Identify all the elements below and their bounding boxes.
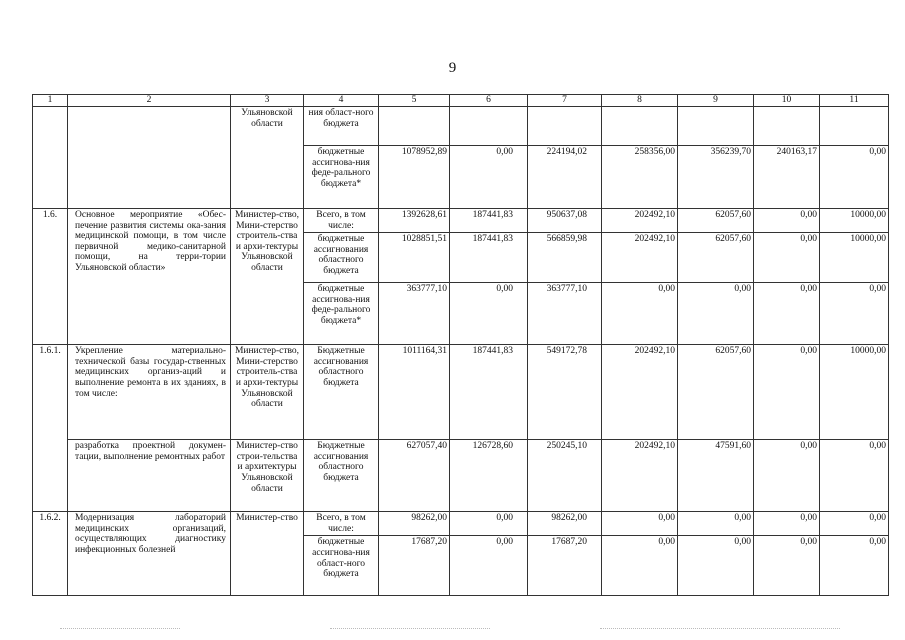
executor-cell: Министер-ство, Мини-стерство строитель-ства и архи-тектуры Ульяновской области — [231, 345, 304, 440]
total-cell: 363777,10 — [379, 283, 450, 345]
year-cell: 17687,20 — [528, 536, 602, 596]
year-cell: 202492,10 — [602, 209, 678, 233]
year-cell: 0,00 — [820, 512, 889, 536]
year-cell: 126728,60 — [450, 440, 528, 512]
column-header: 6 — [450, 95, 528, 107]
executor-cell: Ульяновской области — [231, 107, 304, 209]
year-cell: 202492,10 — [602, 345, 678, 440]
year-cell: 10000,00 — [820, 233, 889, 283]
column-header: 9 — [678, 95, 754, 107]
column-header: 4 — [304, 95, 379, 107]
year-cell: 187441,83 — [450, 345, 528, 440]
year-cell: 62057,60 — [678, 233, 754, 283]
year-cell: 224194,02 — [528, 146, 602, 209]
header-row — [33, 95, 889, 107]
total-cell — [379, 107, 450, 146]
year-cell: 0,00 — [820, 283, 889, 345]
item-number-cell — [33, 107, 68, 209]
description-cell: Модернизация лабораторий медицинских организаций, осуществляющих диагностику инфекционных болезней — [68, 512, 231, 596]
total-cell: 1078952,89 — [379, 146, 450, 209]
column-header: 7 — [528, 95, 602, 107]
year-cell: 0,00 — [754, 440, 820, 512]
year-cell: 0,00 — [450, 512, 528, 536]
funding-source-cell: бюджетные ассигнова-ния феде-рального бюджета* — [304, 283, 379, 345]
year-cell: 0,00 — [820, 536, 889, 596]
funding-source-cell: бюджетные ассигнования областного бюджета — [304, 233, 379, 283]
year-cell: 0,00 — [602, 536, 678, 596]
column-header: 2 — [68, 95, 231, 107]
year-cell: 950637,08 — [528, 209, 602, 233]
table-row — [33, 512, 889, 536]
executor-cell: Министер-ство, Мини-стерство строитель-ства и архи-тектуры Ульяновской области — [231, 209, 304, 345]
funding-source-cell: ния област-ного бюджета — [304, 107, 379, 146]
year-cell — [754, 107, 820, 146]
year-cell — [820, 107, 889, 146]
year-cell: 0,00 — [754, 345, 820, 440]
year-cell: 0,00 — [820, 440, 889, 512]
year-cell: 0,00 — [754, 233, 820, 283]
description-cell: Основное мероприятие «Обес-печение развития системы ока-зания медицинской помощи, в том числе первичной медико-санитарной помощи, на терри-тории Ульяновской области» — [68, 209, 231, 345]
year-cell: 0,00 — [820, 146, 889, 209]
year-cell: 0,00 — [450, 536, 528, 596]
budget-table — [32, 94, 889, 596]
item-number-cell: 1.6.1. — [33, 345, 68, 512]
year-cell: 363777,10 — [528, 283, 602, 345]
year-cell: 47591,60 — [678, 440, 754, 512]
description-cell: Укрепление материально-технической базы государ-ственных медицинских организ-аций и выполнение ремонта в их зданиях, в том числе: — [68, 345, 231, 440]
column-header: 10 — [754, 95, 820, 107]
year-cell: 0,00 — [678, 512, 754, 536]
funding-source-cell: бюджетные ассигнова-ния феде-рального бюджета* — [304, 146, 379, 209]
scan-artifact — [330, 628, 490, 629]
executor-cell: Министер-ство строи-тельства и архитектуры Ульяновской области — [231, 440, 304, 512]
funding-source-cell: Всего, в том числе: — [304, 512, 379, 536]
column-header: 5 — [379, 95, 450, 107]
year-cell: 0,00 — [678, 283, 754, 345]
total-cell: 17687,20 — [379, 536, 450, 596]
year-cell: 0,00 — [754, 283, 820, 345]
year-cell: 187441,83 — [450, 209, 528, 233]
column-header: 11 — [820, 95, 889, 107]
year-cell: 549172,78 — [528, 345, 602, 440]
year-cell: 566859,98 — [528, 233, 602, 283]
year-cell — [602, 107, 678, 146]
year-cell: 0,00 — [754, 209, 820, 233]
year-cell — [450, 107, 528, 146]
year-cell: 10000,00 — [820, 345, 889, 440]
item-number-cell: 1.6. — [33, 209, 68, 345]
total-cell: 627057,40 — [379, 440, 450, 512]
column-header: 3 — [231, 95, 304, 107]
year-cell: 62057,60 — [678, 209, 754, 233]
year-cell — [678, 107, 754, 146]
year-cell: 240163,17 — [754, 146, 820, 209]
year-cell: 0,00 — [754, 536, 820, 596]
total-cell: 1392628,61 — [379, 209, 450, 233]
funding-source-cell: Бюджетные ассигнования областного бюджета — [304, 345, 379, 440]
year-cell: 0,00 — [678, 536, 754, 596]
description-cell: разработка проектной докумен-тации, выполнение ремонтных работ — [68, 440, 231, 512]
column-header: 1 — [33, 95, 68, 107]
table-row — [33, 209, 889, 233]
table-row — [33, 440, 889, 512]
year-cell: 356239,70 — [678, 146, 754, 209]
year-cell: 10000,00 — [820, 209, 889, 233]
total-cell: 98262,00 — [379, 512, 450, 536]
funding-source-cell: Всего, в том числе: — [304, 209, 379, 233]
description-cell — [68, 107, 231, 209]
funding-source-cell: бюджетные ассигнова-ния област-ного бюджета — [304, 536, 379, 596]
year-cell: 0,00 — [754, 512, 820, 536]
table-row — [33, 345, 889, 440]
year-cell: 258356,00 — [602, 146, 678, 209]
year-cell: 0,00 — [602, 283, 678, 345]
scan-artifact — [600, 628, 840, 629]
executor-cell: Министер-ство — [231, 512, 304, 596]
total-cell: 1011164,31 — [379, 345, 450, 440]
scan-artifact — [60, 628, 180, 629]
year-cell: 98262,00 — [528, 512, 602, 536]
item-number-cell: 1.6.2. — [33, 512, 68, 596]
year-cell: 187441,83 — [450, 233, 528, 283]
year-cell: 0,00 — [450, 146, 528, 209]
year-cell: 62057,60 — [678, 345, 754, 440]
total-cell: 1028851,51 — [379, 233, 450, 283]
year-cell: 202492,10 — [602, 440, 678, 512]
column-header: 8 — [602, 95, 678, 107]
year-cell: 0,00 — [450, 283, 528, 345]
year-cell: 202492,10 — [602, 233, 678, 283]
table-row — [33, 107, 889, 146]
year-cell: 250245,10 — [528, 440, 602, 512]
year-cell: 0,00 — [602, 512, 678, 536]
funding-source-cell: Бюджетные ассигнования областного бюджета — [304, 440, 379, 512]
year-cell — [528, 107, 602, 146]
page-number: 9 — [448, 60, 457, 76]
